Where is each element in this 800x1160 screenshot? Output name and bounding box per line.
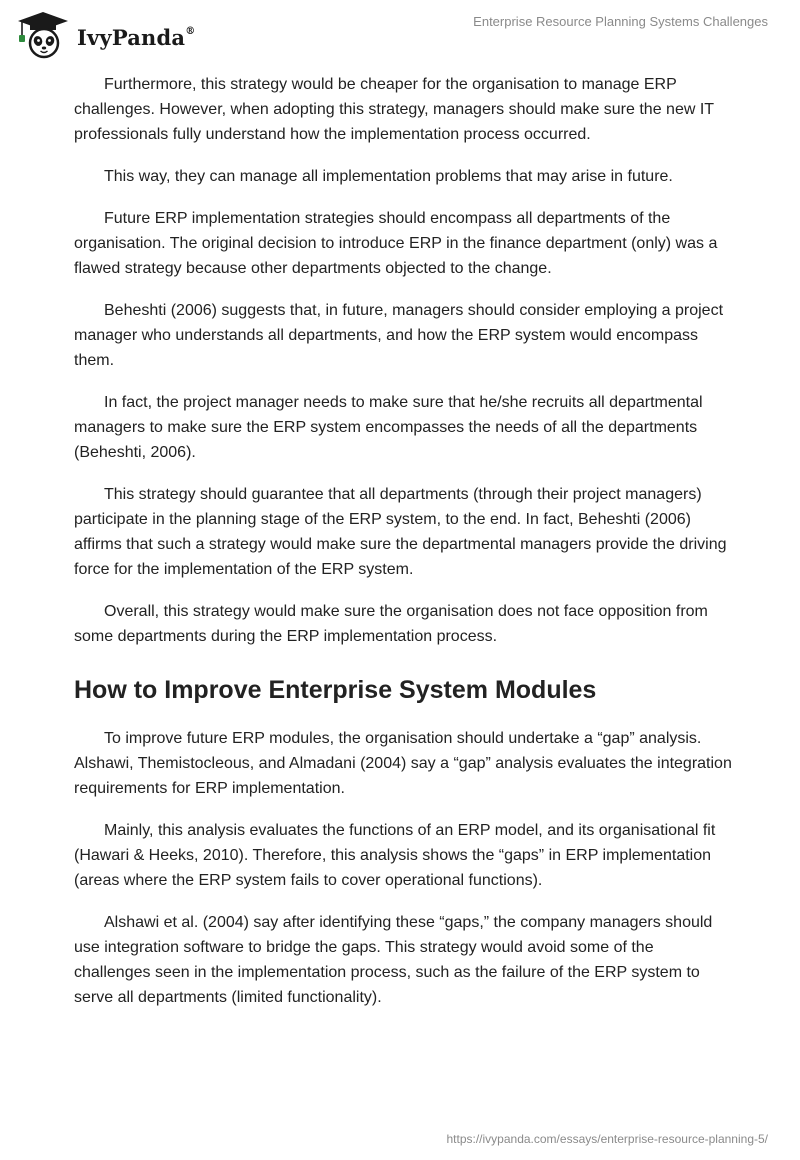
paragraph: Beheshti (2006) suggests that, in future, managers should consider employing a project manager who understands all departments, and how the ERP system would encompass them. <box>74 302 724 369</box>
paragraph: This way, they can manage all implementation problems that may arise in future. <box>104 168 673 185</box>
paragraph: Future ERP implementation strategies should encompass all departments of the organisation. The original decision to introduce ERP in the finance department (only) was a flawed strategy because other departments objected to the change. <box>74 210 718 277</box>
paragraph: To improve future ERP modules, the organisation should undertake a “gap” analysis. Alshawi, Themistocleous, and Almadani (2004) say a “gap” analysis evaluates the integration requirements for ERP implementation. <box>74 730 732 797</box>
panda-graduate-icon <box>13 10 73 60</box>
paragraph: In fact, the project manager needs to make sure that he/she recruits all departmental managers to make sure the ERP system encompasses the needs of all the departments (Beheshti, 2006). <box>74 394 703 461</box>
essay-content <box>74 72 734 1027</box>
paragraph: Overall, this strategy would make sure the organisation does not face opposition from some departments during the ERP implementation process. <box>74 603 708 645</box>
paragraph: Alshawi et al. (2004) say after identifying these “gaps,” the company managers should use integration software to bridge the gaps. This strategy would avoid some of the challenges seen in the implementation process, such as the failure of the ERP system to serve all departments (limited functionality). <box>74 914 713 1006</box>
paragraph: Mainly, this analysis evaluates the functions of an ERP model, and its organisational fit (Hawari & Heeks, 2010). Therefore, this analysis shows the “gaps” in ERP implementation (areas where the ERP system fails to cover operational functions). <box>74 822 716 889</box>
paragraph: This strategy should guarantee that all departments (through their project managers) participate in the planning stage of the ERP system, to the end. In fact, Beheshti (2006) affirms that such a strategy would make sure the departmental managers provide the driving force for the implementation of the ERP system. <box>74 486 727 578</box>
source-url[interactable]: https://ivypanda.com/essays/enterprise-resource-planning-5/ <box>446 1132 768 1146</box>
section-heading: How to Improve Enterprise System Modules <box>74 676 597 704</box>
document-title: Enterprise Resource Planning Systems Challenges <box>473 14 768 29</box>
logo-wordmark: IvyPanda® <box>77 24 196 50</box>
ivypanda-logo[interactable] <box>13 10 195 60</box>
paragraph: Furthermore, this strategy would be cheaper for the organisation to manage ERP challenges. However, when adopting this strategy, managers should make sure the new IT professionals fully understand how the implementation process occurred. <box>74 76 714 143</box>
